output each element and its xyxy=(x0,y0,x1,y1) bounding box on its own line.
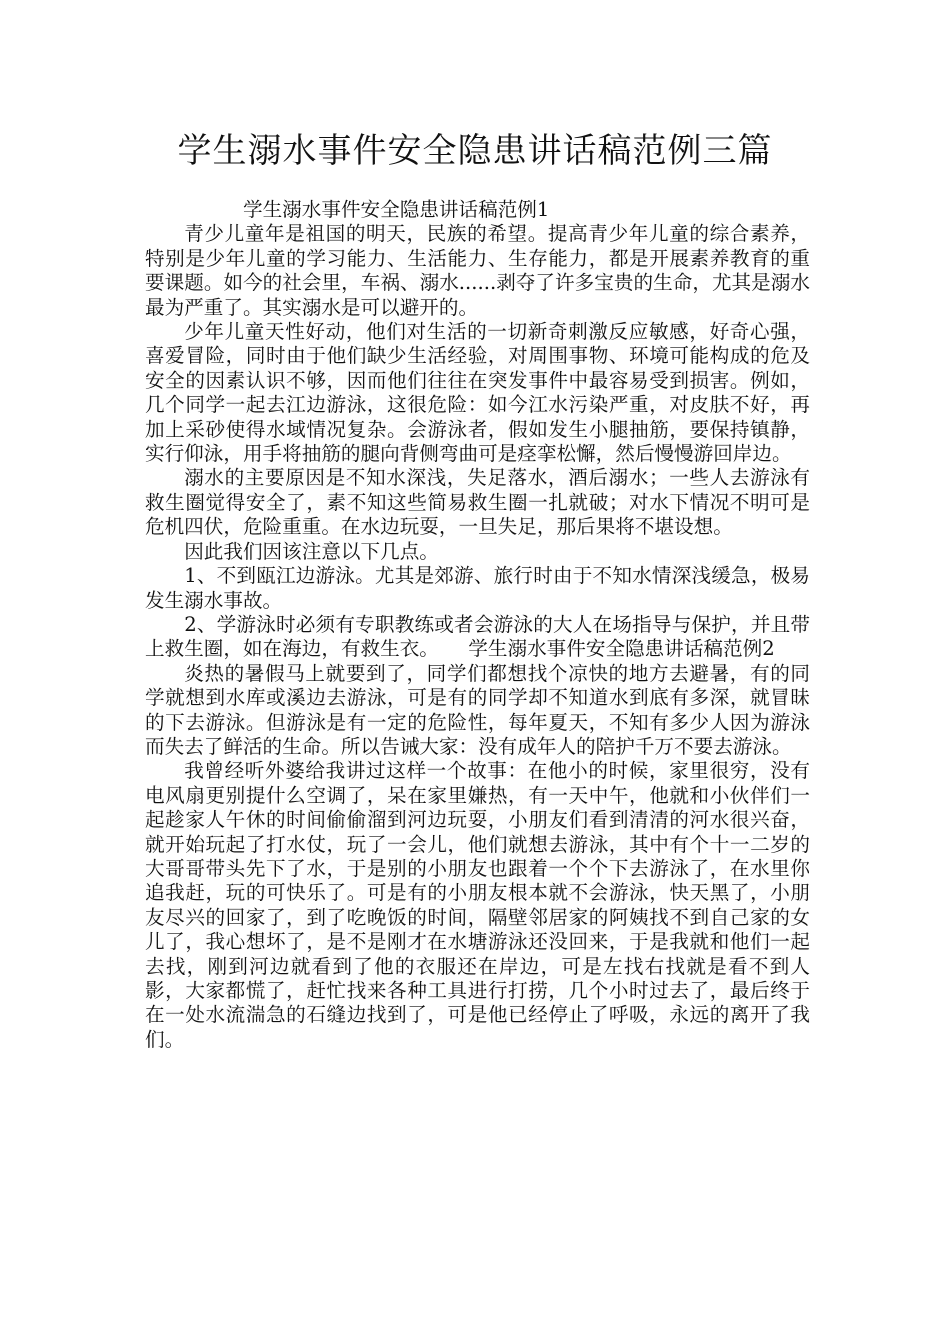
paragraph: 溺水的主要原因是不知水深浅，失足落水，酒后溺水；一些人去游泳有救生圈觉得安全了，素不知这些简易救生圈一扎就破；对水下情况不明可是危机四伏，危险重重。在水边玩耍，一旦失足，那后果将不堪设想。 xyxy=(145,466,810,539)
paragraph: 因此我们因该注意以下几点。 xyxy=(184,539,439,563)
paragraph: 少年儿童天性好动，他们对生活的一切新奇刺激反应敏感，好奇心强，喜爱冒险，同时由于他们缺少生活经验，对周围事物、环境可能构成的危及安全的因素认识不够，因而他们往往在突发事件中最容易受到损害。例如，几个同学一起去江边游泳，这很危险：如今江水污染严重，对皮肤不好，再加上采砂使得水域情况复杂。会游泳者，假如发生小腿抽筋，要保持镇静，实行仰泳，用手将抽筋的腿向背侧弯曲可是痉挛松懈，然后慢慢游回岸边。 xyxy=(145,320,810,466)
document-title: 学生溺水事件安全隐患讲话稿范例三篇 xyxy=(177,131,773,171)
section-heading-1: 学生溺水事件安全隐患讲话稿范例1 xyxy=(243,198,550,221)
paragraph: 炎热的暑假马上就要到了，同学们都想找个凉快的地方去避暑，有的同学就想到水库或溪边去游泳，可是有的同学却不知道水到底有多深，就冒昧的下去游泳。但游泳是有一定的危险性，每年夏天，不知有多少人因为游泳而失去了鲜活的生命。所以告诫大家：没有成年人的陪护千万不要去游泳。 xyxy=(145,661,810,758)
list-item: 1、不到瓯江边游泳。尤其是郊游、旅行时由于不知水情深浅缓急，极易发生溺水事故。 xyxy=(145,564,810,612)
list-item: 2、学游泳时必须有专职教练或者会游泳的大人在场指导与保护，并且带上救生圈，如在海边，有救生衣。 学生溺水事件安全隐患讲话稿范例2 xyxy=(145,612,810,661)
paragraph: 青少儿童年是祖国的明天，民族的希望。提高青少年儿童的综合素养，特别是少年儿童的学习能力、生活能力、生存能力，都是开展素养教育的重要课题。如今的社会里，车祸、溺水......剥夺了许多宝贵的生命，尤其是溺水最为严重了。其实溺水是可以避开的。 xyxy=(145,222,810,319)
document-body xyxy=(145,198,810,1052)
paragraph: 我曾经听外婆给我讲过这样一个故事：在他小的时候，家里很穷，没有电风扇更别提什么空调了，呆在家里嫌热，有一天中午，他就和小伙伴们一起趁家人午休的时间偷偷溜到河边玩耍，小朋友们看到清清的河水很兴奋，就开始玩起了打水仗，玩了一会儿，他们就想去游泳，其中有个十一二岁的大哥哥带头先下了水，于是别的小朋友也跟着一个个下去游泳了，在水里你追我赶，玩的可快乐了。可是有的小朋友根本就不会游泳，快天黑了，小朋友尽兴的回家了，到了吃晚饭的时间，隔壁邻居家的阿姨找不到自己家的女儿了，我心想坏了，是不是刚才在水塘游泳还没回来，于是我就和他们一起去找，刚到河边就看到了他的衣服还在岸边，可是左找右找就是看不到人影，大家都慌了，赶忙找来各种工具进行打捞，几个小时过去了，最后终于在一处水流湍急的石缝边找到了，可是他已经停止了呼吸，永远的离开了我们。 xyxy=(145,759,810,1051)
